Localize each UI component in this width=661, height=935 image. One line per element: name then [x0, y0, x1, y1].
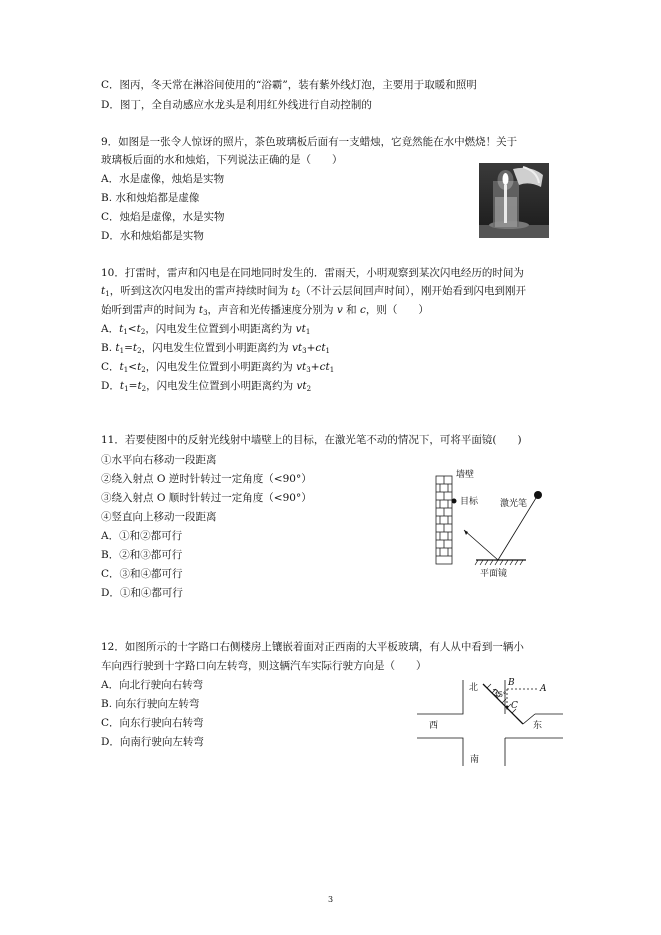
sym-t: t — [137, 380, 142, 392]
sub-2: 2 — [137, 347, 142, 355]
text: ，声音和光传播速度分别为 — [207, 304, 337, 316]
text: 始听到雷声的时间为 — [101, 304, 199, 316]
q12-option-a: A．向北行驶向右转弯 — [101, 679, 204, 691]
q11-choice-3: ③绕入射点 O 顺时针转过一定角度（<90°） — [101, 492, 312, 504]
q10-stem-line3 — [101, 303, 429, 320]
q12-stem-line2: 车向西行驶到十字路口向左转弯，则这辆汽车实际行驶方向是（ ） — [101, 660, 427, 672]
sub-2: 2 — [140, 328, 146, 336]
sym-v: v — [295, 323, 302, 335]
sym-t: t — [132, 342, 138, 354]
label: C． — [101, 361, 120, 373]
q8-option-c: C．图丙，冬天常在淋浴间使用的“浴霸”，装有紫外线灯泡，主要用于取暖和照明 — [101, 79, 477, 91]
sym-t: t — [119, 323, 124, 335]
text: ，则（ ） — [365, 304, 429, 316]
mirror-label: 平面镜 — [480, 569, 508, 579]
target-dot — [452, 499, 457, 504]
sym-t: t — [101, 285, 106, 297]
target-label: 目标 — [460, 497, 479, 507]
sym-t: t — [321, 342, 326, 354]
q12-option-b: B. 向东行驶向左转弯 — [101, 698, 200, 710]
west-label: 西 — [429, 721, 439, 731]
q11-option-c: C．③和④都可行 — [101, 568, 183, 580]
q11-diagram — [428, 468, 558, 580]
q9-option-a: A．水是虚像，烛焰是实物 — [101, 173, 225, 185]
text: ，闪电发生位置到小明距离约为 — [146, 380, 297, 392]
rel: = — [128, 380, 138, 392]
label: D． — [101, 380, 120, 392]
q12-option-d: D．向南行驶向左转弯 — [101, 736, 204, 748]
q8-option-d: D．图丁，全自动感应水龙头是利用红外线进行自动控制的 — [101, 99, 372, 111]
q11-option-a: A．①和②都可行 — [101, 530, 183, 542]
sub-3: 3 — [302, 347, 307, 355]
sub-2: 2 — [141, 385, 147, 393]
q11-stem: 11．若要使图中的反射光线射中墙壁上的目标，在激光笔不动的情况下，可将平面镜( ) — [101, 434, 522, 446]
page-number: 3 — [327, 895, 334, 904]
text: ，闪电发生位置到小明距离约为 — [141, 342, 292, 354]
sym-v: v — [296, 380, 303, 392]
text: ，闪电发生位置到小明距离约为 — [145, 323, 296, 335]
rel: = — [124, 342, 133, 354]
label: B. — [101, 342, 116, 354]
q10-option-b — [101, 341, 330, 358]
q9-stem-line2: 玻璃板后面的水和烛焰，下列说法正确的是（ ） — [101, 154, 343, 166]
sym-v: v — [291, 342, 298, 354]
label-a: A — [540, 684, 547, 694]
plus: + — [310, 361, 320, 373]
sub-1: 1 — [123, 366, 129, 374]
south-label: 南 — [470, 755, 480, 765]
text: ，听到这次闪电发出的雷声持续时间为 — [109, 285, 292, 297]
laser-label: 激光笔 — [500, 499, 528, 509]
sub-3: 3 — [203, 309, 208, 317]
q11-option-d: D．①和④都可行 — [101, 587, 183, 599]
sub-2: 2 — [306, 385, 312, 393]
east-label: 东 — [533, 721, 543, 731]
angle-label: 45° — [494, 691, 507, 699]
sub-1: 1 — [329, 366, 335, 374]
rel: < — [127, 323, 137, 335]
sym-t: t — [136, 323, 141, 335]
text: 和 — [342, 304, 361, 316]
north-label: 北 — [469, 683, 479, 693]
q9-option-c: C．烛焰是虚像，水是实物 — [101, 211, 225, 223]
q10-stem-line1: 10．打雷时，雷声和闪电是在同地同时发生的．雷雨天，小明观察到某次闪电经历的时间为 — [101, 267, 524, 279]
sym-c: c — [315, 342, 322, 354]
q11-choice-4: ④竖直向上移动一段距离 — [101, 511, 217, 523]
q12-diagram — [415, 676, 565, 768]
q9-photo — [479, 163, 549, 238]
wall — [436, 476, 452, 564]
q11-option-b: B．②和③都可行 — [101, 549, 183, 561]
q9-option-b: B. 水和烛焰都是虚像 — [101, 192, 200, 204]
sub-3: 3 — [306, 366, 311, 374]
q9-option-d: D．水和烛焰都是实物 — [101, 230, 204, 242]
sym-v: v — [336, 304, 343, 316]
sym-t: t — [291, 285, 296, 297]
sym-t: t — [137, 361, 142, 373]
sym-t: t — [302, 380, 307, 392]
sym-t: t — [119, 380, 125, 392]
laser-pen-icon — [534, 491, 542, 499]
sym-t: t — [115, 342, 120, 354]
wall-label: 墙壁 — [456, 470, 475, 480]
sub-2: 2 — [295, 290, 301, 298]
sym-t: t — [302, 361, 307, 373]
sub-1: 1 — [124, 385, 129, 393]
text: ，闪电发生位置到小明距离约为 — [145, 361, 297, 373]
sub-1: 1 — [119, 347, 125, 355]
label-c: C — [511, 701, 518, 711]
sub-2: 2 — [141, 366, 146, 374]
q10-option-c — [101, 360, 334, 377]
q11-choice-1: ①水平向右移动一段距离 — [101, 454, 217, 466]
sym-t: t — [301, 323, 306, 335]
sym-v: v — [296, 361, 303, 373]
sub-1: 1 — [305, 328, 311, 336]
sym-t: t — [198, 304, 204, 316]
q10-stem-line2 — [101, 284, 526, 301]
label: A． — [101, 323, 120, 335]
sub-1: 1 — [105, 290, 110, 298]
sub-1: 1 — [123, 328, 128, 336]
q10-option-a — [101, 322, 310, 339]
label-b: B — [508, 678, 515, 688]
q12-option-c: C．向东行驶向右转弯 — [101, 717, 204, 729]
q9-stem-line1: 9．如图是一张令人惊讶的照片，茶色玻璃板后面有一支蜡烛，它竟然能在水中燃烧！关于 — [101, 136, 518, 148]
q11-choice-2: ②绕入射点 O 逆时针转过一定角度（<90°） — [101, 473, 312, 485]
plus: + — [306, 342, 316, 354]
q10-option-d — [101, 379, 311, 396]
rel: < — [128, 361, 138, 373]
sym-c: c — [319, 361, 326, 373]
sym-c: c — [360, 304, 366, 316]
sym-t: t — [119, 361, 124, 373]
sym-t: t — [297, 342, 303, 354]
q12-stem-line1: 12．如图所示的十字路口右侧楼房上镶嵌着面对正西南的大平板玻璃，有人从中看到一辆小 — [101, 641, 524, 653]
sub-1: 1 — [325, 347, 331, 355]
sym-t: t — [325, 361, 330, 373]
text: （不计云层间回声时间），刚开始看到闪电到刚开 — [300, 285, 526, 297]
